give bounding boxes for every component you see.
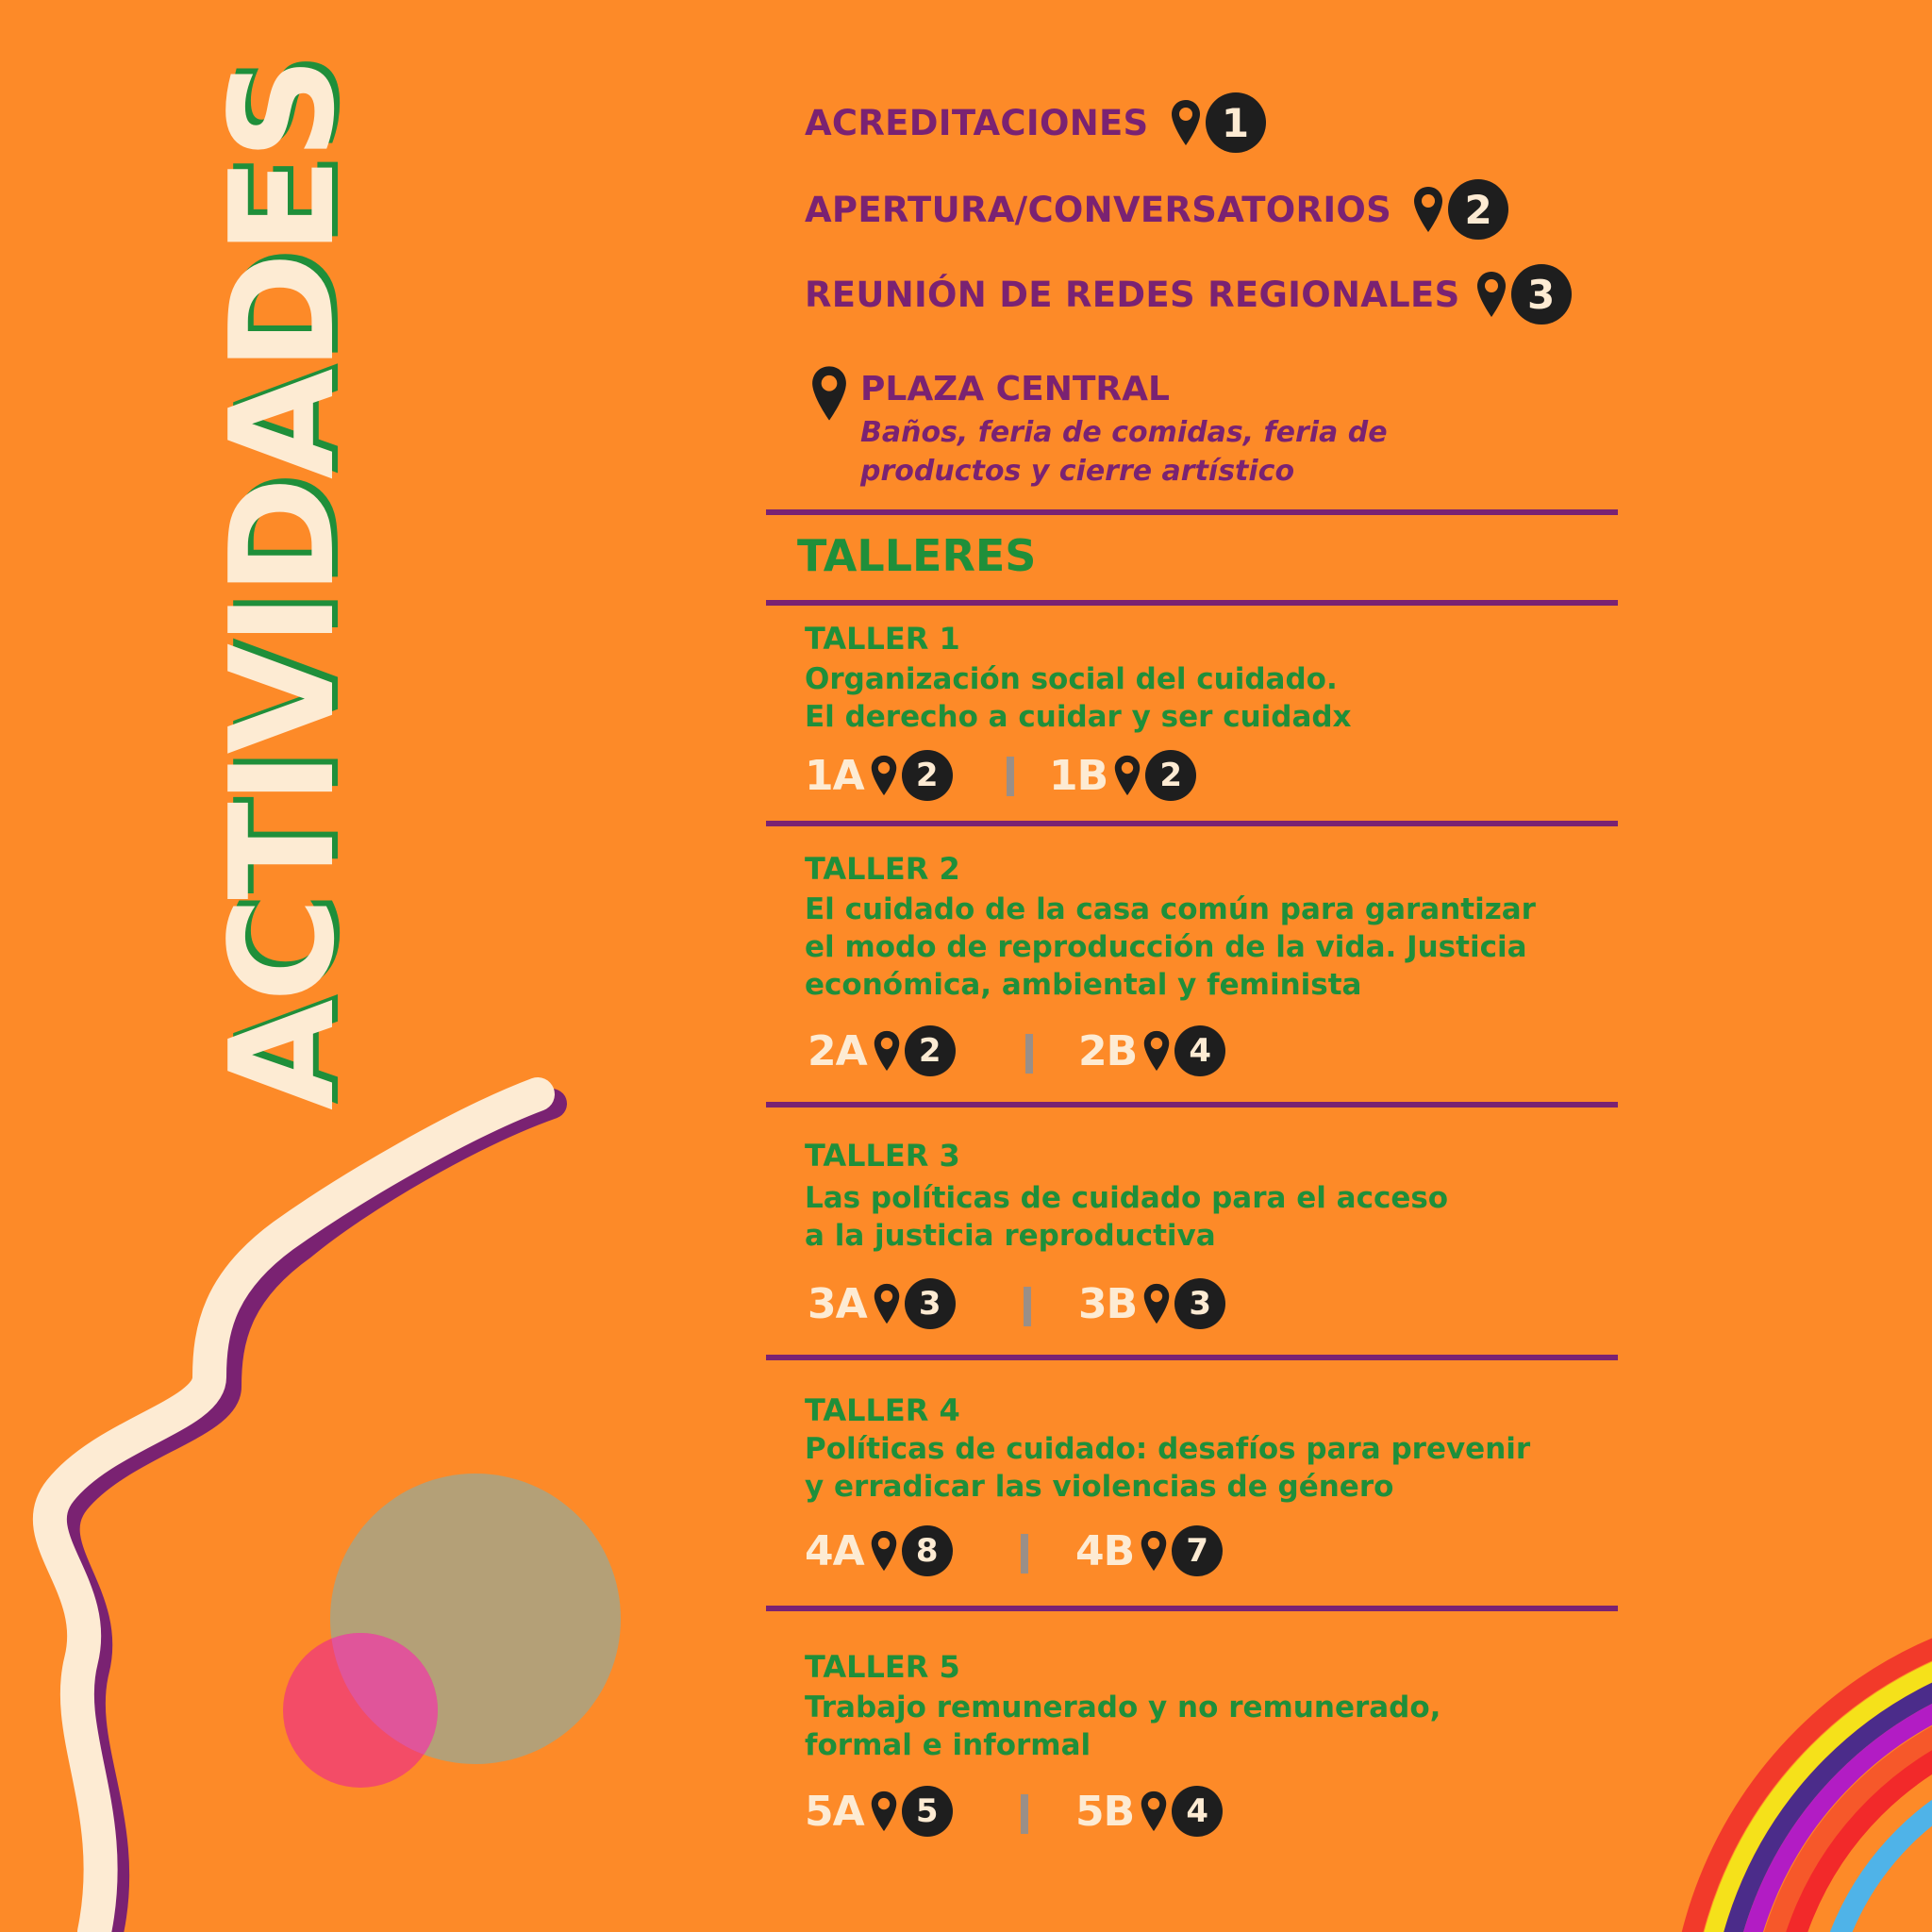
location-pin-icon bbox=[1412, 185, 1444, 234]
location-number-badge: 4 bbox=[1174, 1025, 1225, 1076]
group-label: 4B bbox=[1075, 1526, 1135, 1575]
taller-group bbox=[1049, 745, 1196, 806]
location-row-acreditaciones bbox=[805, 94, 1266, 151]
taller-group bbox=[1075, 1521, 1223, 1581]
group-separator bbox=[1025, 1034, 1033, 1074]
talleres-heading: TALLERES bbox=[797, 530, 1037, 581]
taller-description-line: El cuidado de la casa común para garantizar bbox=[805, 892, 1536, 926]
location-number-badge: 8 bbox=[902, 1525, 953, 1576]
taller-title: TALLER 1 bbox=[805, 621, 960, 657]
location-pin-icon bbox=[870, 1529, 898, 1573]
taller-description-line: Organización social del cuidado. bbox=[805, 662, 1338, 696]
taller-description bbox=[805, 1430, 1578, 1506]
plaza-title: PLAZA CENTRAL bbox=[860, 370, 1170, 408]
location-pin-icon bbox=[873, 1282, 901, 1325]
taller-description bbox=[805, 1689, 1578, 1764]
taller-group bbox=[805, 745, 953, 806]
page-title: ACTIVIDADES bbox=[199, 59, 366, 1110]
group-separator bbox=[1021, 1794, 1028, 1834]
divider bbox=[766, 509, 1618, 515]
taller-group bbox=[808, 1274, 956, 1334]
group-label: 2B bbox=[1078, 1026, 1138, 1075]
group-label: 3B bbox=[1078, 1279, 1138, 1328]
taller-description-line: Políticas de cuidado: desafíos para prevenir bbox=[805, 1432, 1531, 1466]
group-label: 5A bbox=[805, 1787, 864, 1836]
group-label: 1A bbox=[805, 751, 864, 800]
divider bbox=[766, 1606, 1618, 1611]
taller-description bbox=[805, 891, 1578, 1004]
location-pin-icon bbox=[870, 1790, 898, 1833]
taller-group bbox=[805, 1521, 953, 1581]
divider bbox=[766, 600, 1618, 606]
divider bbox=[766, 1102, 1618, 1108]
location-pin-icon bbox=[873, 1029, 901, 1073]
location-number-badge: 7 bbox=[1172, 1525, 1223, 1576]
taller-description bbox=[805, 660, 1578, 736]
taller-description-line: formal e informal bbox=[805, 1728, 1091, 1762]
location-label: ACREDITACIONES bbox=[805, 102, 1149, 143]
group-label: 1B bbox=[1049, 751, 1108, 800]
location-number-badge: 2 bbox=[1448, 179, 1508, 240]
group-label: 5B bbox=[1075, 1787, 1135, 1836]
location-pin-icon bbox=[1140, 1790, 1168, 1833]
divider bbox=[766, 1355, 1618, 1360]
group-separator bbox=[1024, 1287, 1031, 1326]
taller-group bbox=[805, 1781, 953, 1841]
rainbow-decoration bbox=[1547, 1632, 1932, 1932]
location-number-badge: 3 bbox=[1511, 264, 1572, 325]
taller-description-line: a la justicia reproductiva bbox=[805, 1219, 1216, 1253]
location-pin-icon bbox=[808, 364, 851, 423]
location-pin-icon bbox=[1140, 1529, 1168, 1573]
taller-description bbox=[805, 1179, 1578, 1255]
taller-description-line: Trabajo remunerado y no remunerado, bbox=[805, 1690, 1441, 1724]
taller-group bbox=[1075, 1781, 1223, 1841]
location-number-badge: 1 bbox=[1206, 92, 1266, 153]
group-separator bbox=[1021, 1534, 1028, 1574]
plaza-description: Baños, feria de comidas, feria de productos y cierre artístico bbox=[860, 416, 1388, 488]
location-pin-icon bbox=[1142, 1282, 1171, 1325]
location-pin-icon bbox=[1142, 1029, 1171, 1073]
location-row-reunion bbox=[805, 266, 1572, 323]
location-number-badge: 4 bbox=[1172, 1786, 1223, 1837]
taller-description-line: económica, ambiental y feminista bbox=[805, 968, 1362, 1002]
location-pin-icon bbox=[870, 754, 898, 797]
location-number-badge: 2 bbox=[902, 750, 953, 801]
location-row-apertura bbox=[805, 181, 1508, 238]
location-pin-icon bbox=[1475, 270, 1507, 319]
location-pin-icon bbox=[1170, 98, 1202, 147]
taller-group bbox=[1078, 1274, 1225, 1334]
taller-title: TALLER 2 bbox=[805, 851, 960, 887]
location-number-badge: 3 bbox=[1174, 1278, 1225, 1329]
taller-title: TALLER 3 bbox=[805, 1138, 960, 1174]
taller-group bbox=[1078, 1021, 1225, 1081]
taller-description-line: Las políticas de cuidado para el acceso bbox=[805, 1181, 1449, 1215]
taller-description-line: el modo de reproducción de la vida. Justicia bbox=[805, 930, 1527, 964]
divider bbox=[766, 821, 1618, 826]
group-label: 4A bbox=[805, 1526, 864, 1575]
taller-description-line: El derecho a cuidar y ser cuidadx bbox=[805, 700, 1352, 734]
taller-title: TALLER 5 bbox=[805, 1649, 960, 1685]
location-label: REUNIÓN DE REDES REGIONALES bbox=[805, 274, 1460, 315]
location-number-badge: 2 bbox=[905, 1025, 956, 1076]
location-pin-icon bbox=[1113, 754, 1141, 797]
location-label: APERTURA/CONVERSATORIOS bbox=[805, 189, 1392, 230]
group-label: 3A bbox=[808, 1279, 867, 1328]
taller-description-line: y erradicar las violencias de género bbox=[805, 1470, 1394, 1504]
group-label: 2A bbox=[808, 1026, 867, 1075]
taller-group bbox=[808, 1021, 956, 1081]
location-number-badge: 5 bbox=[902, 1786, 953, 1837]
location-number-badge: 3 bbox=[905, 1278, 956, 1329]
decorative-circle-overlap bbox=[274, 1472, 632, 1802]
location-number-badge: 2 bbox=[1145, 750, 1196, 801]
taller-title: TALLER 4 bbox=[805, 1392, 960, 1428]
group-separator bbox=[1007, 757, 1014, 796]
